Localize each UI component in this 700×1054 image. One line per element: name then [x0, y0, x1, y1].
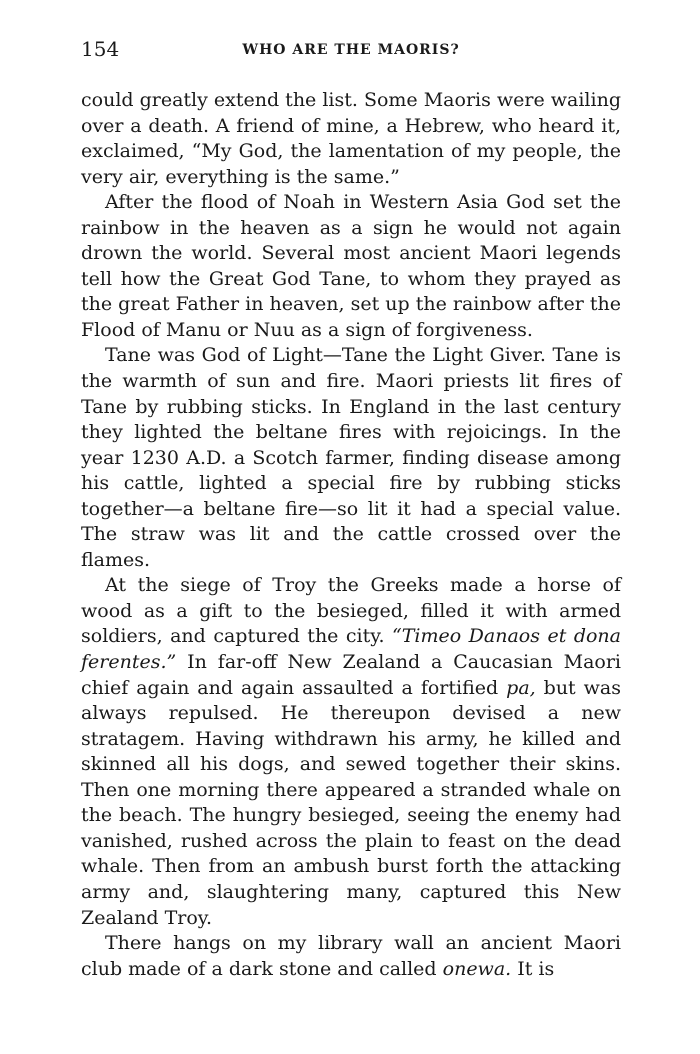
latin-quote: “Timeo Danaos et dona ferentes.” — [81, 625, 621, 674]
paragraph-text: At the siege of Troy the Greeks made a horse of wood as a gift to the besieged, filled it with armed soldiers, and captured the city. — [81, 574, 621, 648]
book-page — [81, 36, 621, 982]
paragraph — [81, 931, 621, 982]
body-text — [81, 88, 621, 982]
paragraph-text: In far-off New Zealand a Caucasian Maori chief again and again assaulted a fortified — [81, 651, 621, 699]
paragraph-text: There hangs on my library wall an ancient Maori club made of a dark stone and called — [81, 932, 621, 980]
paragraph — [81, 190, 621, 343]
paragraph — [81, 573, 621, 931]
paragraph-text: It is — [511, 957, 555, 980]
paragraph — [81, 343, 621, 573]
paragraph — [81, 88, 621, 190]
running-head: WHO ARE THE MAORIS? — [242, 42, 460, 58]
maori-term-pa: pa, — [506, 676, 536, 699]
page-number: 154 — [81, 37, 120, 61]
paragraph-text: but was always repulsed. He thereupon devised a new stratagem. Having withdrawn his army, he killed and skinned all his dogs, and sewed together their skins. Then one morning there appeared a stranded whale on the beach. The hungry besieged, seeing the enemy had vanished, rushed across the plain to feast on the dead whale. Then from an ambush burst forth the attacking army and, slaughtering many, captured this New Zealand Troy. — [81, 676, 621, 929]
paragraph-text: After the flood of Noah in Western Asia God set the rainbow in the heaven as a sign he would not again drown the world. Several most ancient Maori legends tell how the Great God Tane, to whom they prayed as the great Father in heaven, set up the rainbow after the Flood of Manu or Nuu as a sign of forgiveness. — [81, 191, 621, 341]
maori-term-onewa: onewa. — [442, 957, 512, 980]
paragraph-text: Tane was God of Light—Tane the Light Giver. Tane is the warmth of sun and fire. Maori priests lit fires of Tane by rubbing sticks. In England in the last century they lighted the beltane fires with rejoicings. In the year 1230 A.D. a Scotch farmer, finding disease among his cattle, lighted a special fire by rubbing sticks together—a beltane fire—so lit it had a special value. The straw was lit and the cattle crossed over the flames. — [81, 344, 621, 571]
paragraph-text: could greatly extend the list. Some Maoris were wailing over a death. A friend of mine, a Hebrew, who heard it, exclaimed, “My God, the lamentation of my people, the very air, everything is the same.” — [81, 89, 621, 188]
page-header — [81, 36, 621, 62]
